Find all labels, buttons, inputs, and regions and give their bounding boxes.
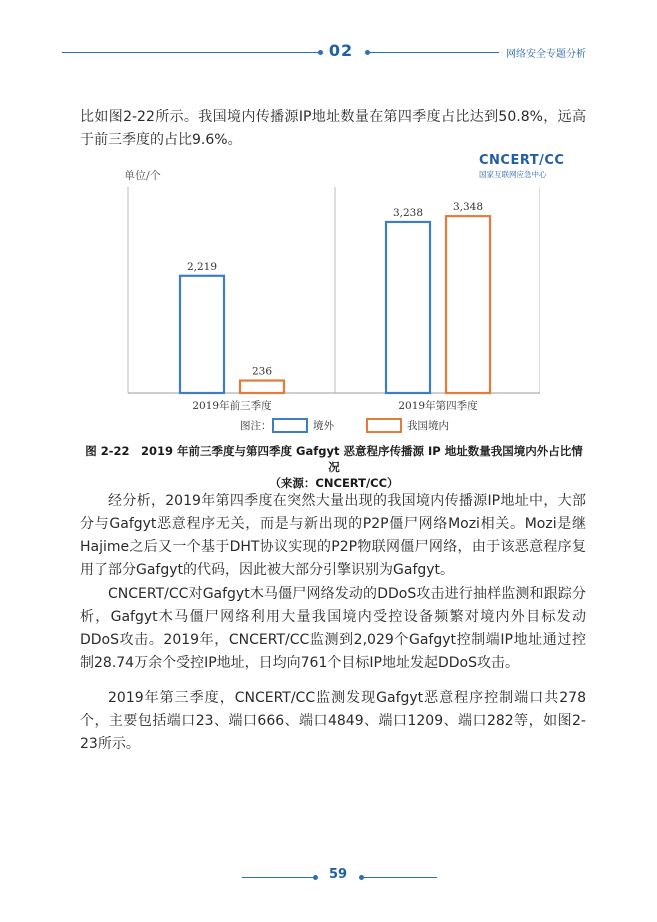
figure-caption-source: （来源：CNCERT/CC） — [269, 476, 399, 490]
footer-rule-left — [242, 877, 316, 878]
legend-prefix: 图注： — [240, 420, 272, 432]
paragraph-ports: 2019年第三季度，CNCERT/CC监测发现Gafgyt恶意程序控制端口共278个，主要包括端口23、端口666、端口4849、端口1209、端口282等，如图2-23所示。 — [80, 690, 586, 752]
figure-caption-title: 图 2-22 2019 年前三季度与第四季度 Gafgyt 恶意程序传播源 IP 地址数量我国境内外占比情况 — [85, 444, 583, 474]
bar-value-label: 3,348 — [452, 201, 484, 214]
bar-value-label: 2,219 — [186, 260, 218, 273]
bar-value-label: 3,238 — [392, 206, 424, 219]
legend-label: 境外 — [313, 420, 334, 432]
footer-rule-right — [363, 877, 437, 878]
legend-swatch-overseas — [273, 419, 307, 432]
header-rule-left — [62, 52, 322, 53]
x-axis-category-label: 2019年第四季度 — [398, 400, 478, 412]
header-section-title: 网络安全专题分析 — [506, 49, 586, 60]
chapter-number: 02 — [328, 41, 354, 60]
y-axis-unit-label: 单位/个 — [124, 169, 161, 182]
bar-overseas-1 — [180, 276, 224, 393]
paragraph-ddos: CNCERT/CC对Gafgyt木马僵尸网络发动的DDoS攻击进行抽样监测和跟踪分析，Gafgyt木马僵尸网络利用大量我国境内受控设备频繁对境内外目标发动DDoS攻击。2019年，CNCERT/CC监测到2,029个Gafgyt控制端IP地址通过控制28.74万余个受控IP地址，日均向761个目标IP地址发起DDoS攻击。 — [80, 586, 586, 671]
x-axis-category-label: 2019年前三季度 — [192, 400, 272, 412]
figure-caption — [80, 443, 588, 491]
bar-overseas-2 — [386, 222, 430, 393]
bar-chart — [70, 165, 540, 433]
logo-subtitle: 国家互联网应急中心 — [479, 170, 547, 179]
paragraph-analysis: 经分析，2019年第四季度在突然大量出现的我国境内传播源IP地址中，大部分与Gafgyt恶意程序无关，而是与新出现的P2P僵尸网络Mozi相关。Mozi是继Hajime之后又一个基于DHT协议实现的P2P物联网僵尸网络，由于该恶意程序复用了部分Gafgyt的代码，因此被大部分引擎识别为Gafgyt。 — [80, 493, 586, 578]
bar-value-label: 236 — [251, 365, 273, 378]
legend-label: 我国境内 — [407, 420, 449, 432]
legend-swatch-domestic — [367, 419, 401, 432]
logo-text: CNCERT/CC — [479, 153, 565, 168]
bar-domestic-2 — [446, 216, 490, 393]
header-rule-right — [369, 52, 499, 53]
bar-domestic-1 — [240, 381, 284, 393]
paragraph-intro: 比如图2-22所示。我国境内传播源IP地址数量在第四季度占比达到50.8%，远高于前三季度的占比9.6%。 — [80, 109, 586, 148]
page-number: 59 — [328, 867, 348, 882]
